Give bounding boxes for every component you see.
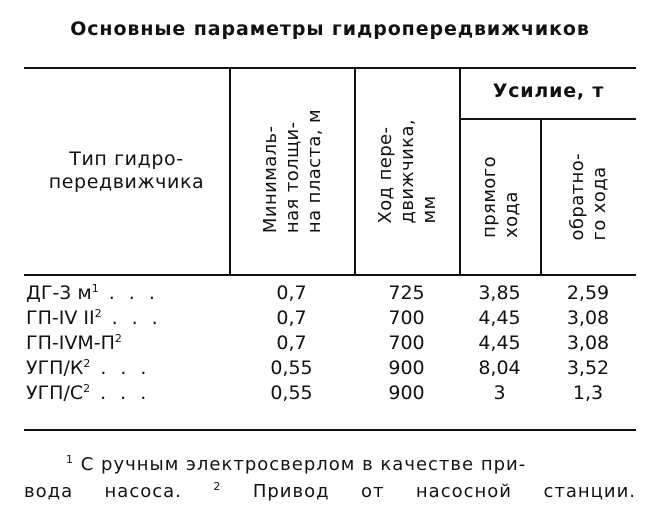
row-stroke: 725 (388, 282, 425, 304)
row-type-name: УГП/С (26, 382, 84, 404)
row-stroke: 900 (388, 357, 425, 379)
row-reverse-force: 3,08 (566, 307, 610, 329)
header-min-thickness-label: Минималь- ная толщи- на пласта, м (259, 108, 325, 234)
header-forward (461, 122, 540, 272)
table-row (24, 356, 636, 381)
row-min-thickness: 0,55 (270, 382, 313, 404)
row-stroke: 700 (388, 332, 425, 354)
page-title: Основные параметры гидропередвижчиков (70, 18, 590, 40)
row-forward-force: 8,04 (478, 357, 521, 379)
row-reverse-force: 1,3 (572, 382, 604, 404)
row-forward-force: 3 (493, 382, 506, 404)
row-reverse-force: 3,52 (566, 357, 610, 379)
table-row (24, 331, 636, 356)
row-reverse-force: 2,59 (566, 282, 610, 304)
leader-dots: ... (100, 357, 161, 379)
leader-dots: ... (111, 307, 172, 329)
leader-dots: ... (100, 382, 161, 404)
table-top-rule (24, 67, 636, 69)
force-header-rule (459, 118, 636, 120)
table-row (24, 381, 636, 406)
header-stroke (356, 70, 459, 272)
footnote-marker: 1 (91, 282, 99, 295)
footnote-1-continuation: вода насоса. (24, 481, 182, 502)
row-type-name: ДГ-3 м (26, 282, 92, 304)
footnote-1-text: С ручным электросверлом в качестве при- (80, 454, 527, 475)
row-type (26, 356, 226, 381)
table-bottom-rule (24, 429, 636, 431)
footnote-line (24, 478, 636, 505)
row-min-thickness: 0,7 (276, 332, 307, 354)
row-min-thickness: 0,55 (270, 357, 313, 379)
row-stroke: 900 (388, 382, 425, 404)
row-reverse-force: 3,08 (566, 332, 610, 354)
header-type-label: Тип гидро- передвижчика (48, 148, 205, 193)
footnote-marker: 2 (83, 382, 91, 395)
row-forward-force: 4,45 (478, 307, 521, 329)
row-forward-force: 3,85 (478, 282, 521, 304)
header-force: Усилие, т (492, 80, 605, 102)
leader-dots: ... (108, 282, 169, 304)
row-stroke: 700 (388, 307, 425, 329)
row-type (26, 281, 226, 306)
footnotes (24, 451, 636, 505)
row-type-name: УГП/К (26, 357, 84, 379)
header-stroke-label: Ход пере- движчика, мм (374, 118, 440, 224)
footnote-marker: 2 (94, 307, 102, 320)
footnote-marker: 2 (83, 357, 91, 370)
header-type (24, 148, 229, 194)
header-min-thickness (231, 70, 354, 272)
footnote-marker: 2 (213, 480, 222, 493)
row-forward-force: 4,45 (478, 332, 521, 354)
footnote-line (24, 451, 636, 478)
row-type (26, 331, 226, 356)
header-reverse (542, 122, 636, 272)
row-type-name: ГП-IV II (26, 307, 95, 329)
footnote-marker: 1 (66, 453, 74, 466)
footnote-2-text: Привод от насосной станции. (252, 481, 636, 502)
header-forward-label: прямого хода (478, 156, 522, 238)
row-type (26, 306, 226, 331)
header-reverse-label: обратно- го хода (567, 153, 610, 241)
row-min-thickness: 0,7 (276, 307, 307, 329)
footnote-marker: 2 (114, 332, 122, 345)
row-type-name: ГП-IVМ-П (26, 332, 115, 354)
row-type (26, 381, 226, 406)
table-header-rule (24, 274, 636, 276)
table-row (24, 281, 636, 306)
row-min-thickness: 0,7 (276, 282, 307, 304)
table-row (24, 306, 636, 331)
